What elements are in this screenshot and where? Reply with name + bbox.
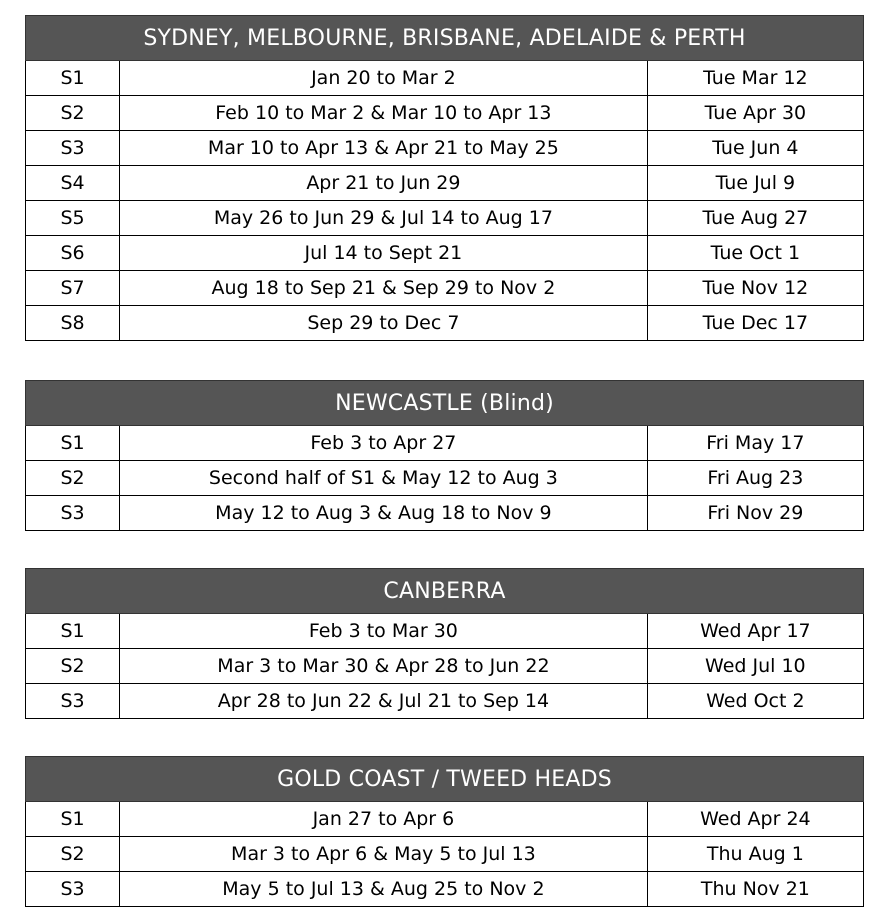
table-row: [26, 306, 864, 341]
schedule-table-gold-coast-tweed-heads: [25, 756, 864, 907]
row-date: Fri Aug 23: [647, 461, 863, 496]
row-code: S1: [26, 426, 120, 461]
row-code: S1: [26, 614, 120, 649]
row-code: S1: [26, 61, 120, 96]
row-period: Sep 29 to Dec 7: [120, 306, 648, 341]
row-code: S8: [26, 306, 120, 341]
row-date: Wed Apr 24: [647, 802, 863, 837]
row-period: Mar 3 to Apr 6 & May 5 to Jul 13: [120, 837, 648, 872]
row-date: Tue Jun 4: [647, 131, 863, 166]
row-period: May 12 to Aug 3 & Aug 18 to Nov 9: [120, 496, 648, 531]
row-code: S7: [26, 271, 120, 306]
table-row: [26, 802, 864, 837]
table-row: [26, 166, 864, 201]
row-date: Tue Jul 9: [647, 166, 863, 201]
row-period: Second half of S1 & May 12 to Aug 3: [120, 461, 648, 496]
row-code: S1: [26, 802, 120, 837]
table-row: [26, 131, 864, 166]
row-date: Fri May 17: [647, 426, 863, 461]
row-period: Apr 28 to Jun 22 & Jul 21 to Sep 14: [120, 684, 648, 719]
row-period: Jan 27 to Apr 6: [120, 802, 648, 837]
table-title: CANBERRA: [26, 569, 864, 614]
table-title: GOLD COAST / TWEED HEADS: [26, 757, 864, 802]
table-row: [26, 201, 864, 236]
table-title: NEWCASTLE (Blind): [26, 381, 864, 426]
table-title: SYDNEY, MELBOURNE, BRISBANE, ADELAIDE & PERTH: [26, 16, 864, 61]
row-date: Tue Oct 1: [647, 236, 863, 271]
row-date: Thu Nov 21: [647, 872, 863, 907]
row-period: Feb 3 to Mar 30: [120, 614, 648, 649]
row-date: Tue Apr 30: [647, 96, 863, 131]
row-date: Wed Jul 10: [647, 649, 863, 684]
row-period: Mar 3 to Mar 30 & Apr 28 to Jun 22: [120, 649, 648, 684]
table-row: [26, 872, 864, 907]
row-code: S3: [26, 684, 120, 719]
table-row: [26, 236, 864, 271]
table-row: [26, 496, 864, 531]
row-date: Tue Aug 27: [647, 201, 863, 236]
table-row: [26, 96, 864, 131]
row-period: May 5 to Jul 13 & Aug 25 to Nov 2: [120, 872, 648, 907]
row-code: S2: [26, 96, 120, 131]
row-period: Jul 14 to Sept 21: [120, 236, 648, 271]
table-row: [26, 61, 864, 96]
row-period: Feb 10 to Mar 2 & Mar 10 to Apr 13: [120, 96, 648, 131]
schedule-table-sydney-melbourne-brisbane-adelaide-perth: [25, 15, 864, 341]
row-code: S4: [26, 166, 120, 201]
table-row: [26, 614, 864, 649]
table-row: [26, 426, 864, 461]
row-date: Tue Dec 17: [647, 306, 863, 341]
row-period: Aug 18 to Sep 21 & Sep 29 to Nov 2: [120, 271, 648, 306]
row-code: S6: [26, 236, 120, 271]
table-row: [26, 649, 864, 684]
row-date: Wed Apr 17: [647, 614, 863, 649]
table-row: [26, 271, 864, 306]
row-period: Mar 10 to Apr 13 & Apr 21 to May 25: [120, 131, 648, 166]
table-row: [26, 684, 864, 719]
schedule-table-newcastle: [25, 380, 864, 531]
row-date: Fri Nov 29: [647, 496, 863, 531]
row-code: S2: [26, 837, 120, 872]
row-period: Feb 3 to Apr 27: [120, 426, 648, 461]
row-code: S3: [26, 496, 120, 531]
row-code: S2: [26, 649, 120, 684]
row-date: Thu Aug 1: [647, 837, 863, 872]
schedule-table-canberra: [25, 568, 864, 719]
row-period: Jan 20 to Mar 2: [120, 61, 648, 96]
table-row: [26, 837, 864, 872]
row-date: Tue Mar 12: [647, 61, 863, 96]
row-code: S5: [26, 201, 120, 236]
row-period: Apr 21 to Jun 29: [120, 166, 648, 201]
row-code: S3: [26, 872, 120, 907]
row-date: Wed Oct 2: [647, 684, 863, 719]
row-period: May 26 to Jun 29 & Jul 14 to Aug 17: [120, 201, 648, 236]
row-date: Tue Nov 12: [647, 271, 863, 306]
table-row: [26, 461, 864, 496]
row-code: S3: [26, 131, 120, 166]
row-code: S2: [26, 461, 120, 496]
